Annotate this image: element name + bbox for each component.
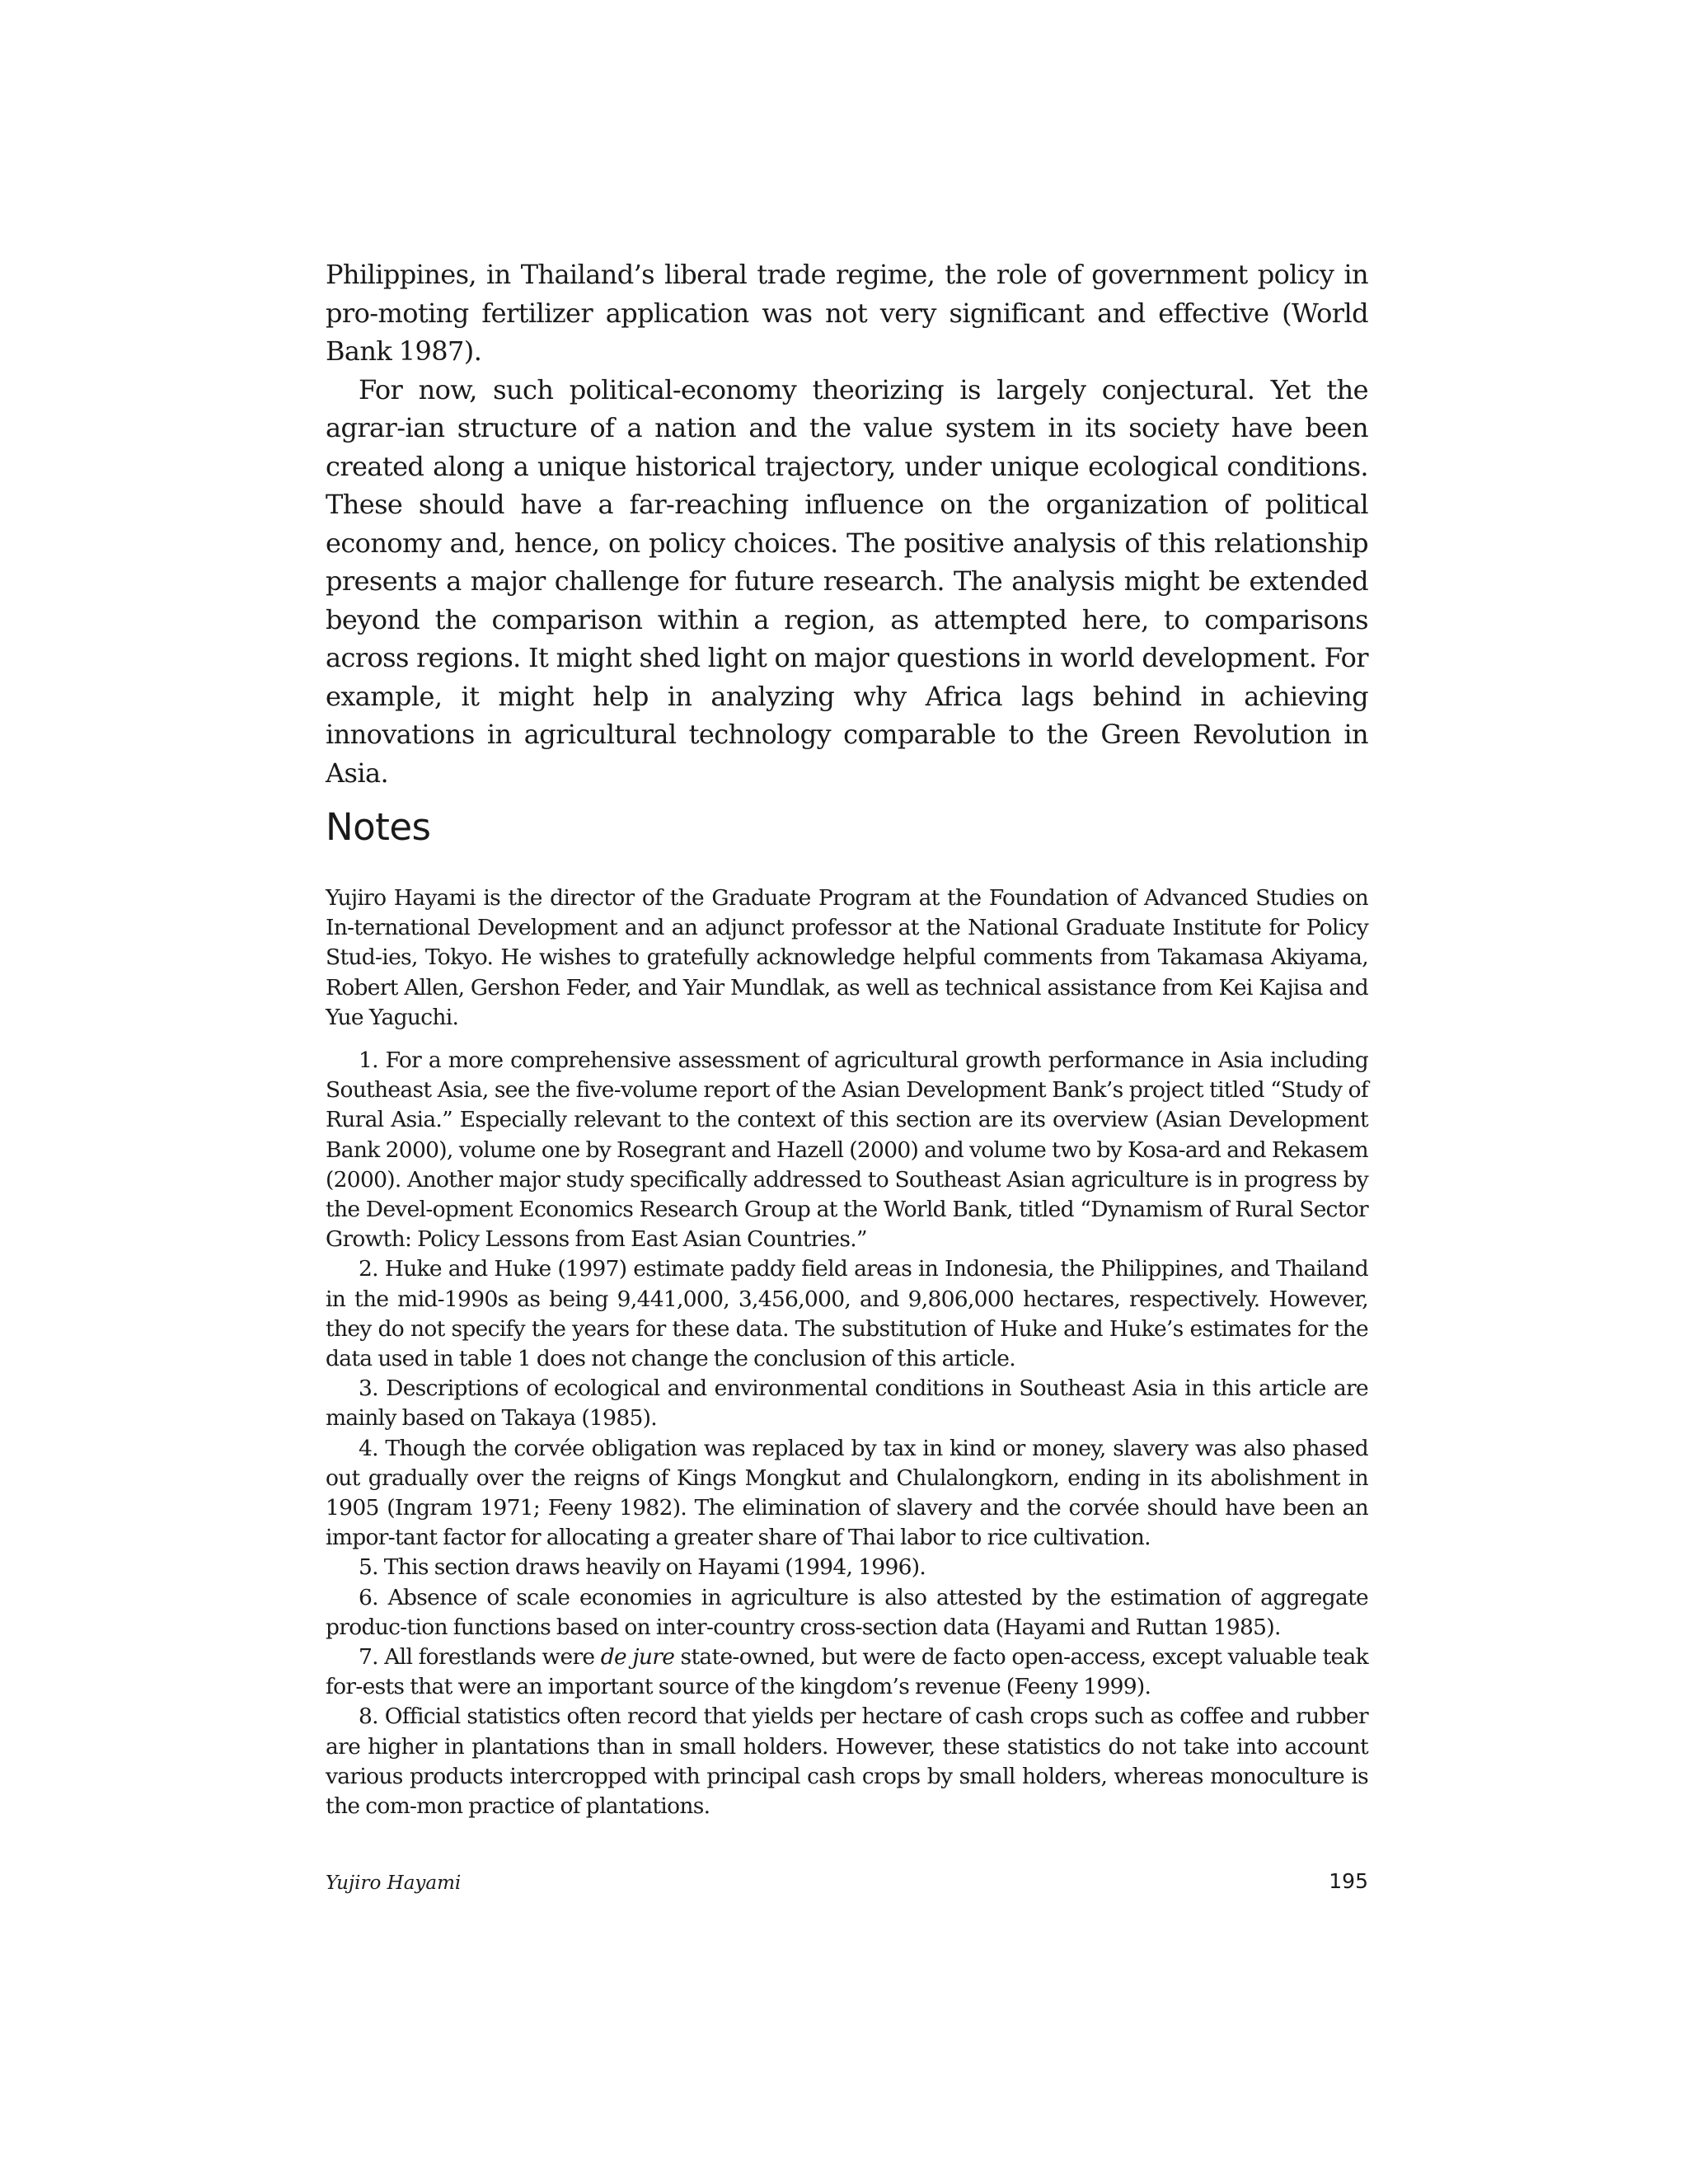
body-paragraph-1: Philippines, in Thailand’s liberal trade regime, the role of government policy in pro-moting fertilizer application was not very significant and effective (World Bank 1987). (326, 259, 1368, 367)
body-paragraph-2: For now, such political-economy theorizing is largely conjectural. Yet the agrar-ian structure of a nation and the value system in its society have been created along a unique historical trajectory, under unique ecological conditions. These should have a far-reaching influence on the organization of political economy and, hence, on policy choices. The positive analysis of this relationship presents a major challenge for future research. The analysis might be extended beyond the comparison within a region, as attempted here, to comparisons across regions. It might shed light on major questions in world development. For example, it might help in analyzing why Africa lags behind in achieving innovations in agricultural technology comparable to the Green Revolution in Asia. (326, 373, 1368, 789)
note-6: 6. Absence of scale economies in agriculture is also attested by the estimation of aggregate produc-tion functions based on inter-country cross-section data (Hayami and Ruttan 1985). (326, 1584, 1368, 1640)
footer-author: Yujiro Hayami (326, 1872, 462, 1894)
acknowledgment-note: Yujiro Hayami is the director of the Graduate Program at the Foundation of Advanced Studies on In-ternational Development and an adjunct professor at the National Graduate Institute for Policy Stud-ies, Tokyo. He wishes to gratefully acknowledge helpful comments from Takamasa Akiyama, Robert Allen, Gershon Feder, and Yair Mundlak, as well as technical assistance from Kei Kajisa and Yue Yaguchi. (326, 885, 1368, 1030)
note-7 (326, 1643, 1368, 1702)
note-7-text-start: 7. All forestlands were (359, 1644, 601, 1671)
note-3: 3. Descriptions of ecological and environmental conditions in Southeast Asia in this article are mainly based on Takaya (1985). (326, 1376, 1368, 1432)
body-text (326, 255, 1368, 792)
notes-section (326, 883, 1368, 1821)
page-number: 195 (1329, 1869, 1368, 1893)
note-2: 2. Huke and Huke (1997) estimate paddy field areas in Indonesia, the Philippines, and Thailand in the mid-1990s as being 9,441,000, 3,456,000, and 9,806,000 hectares, respectively. However, they do not specify the years for these data. The substitution of Huke and Huke’s estimates for the data used in table 1 does not change the conclusion of this article. (326, 1256, 1368, 1372)
note-1: 1. For a more comprehensive assessment of agricultural growth performance in Asia including Southeast Asia, see the five-volume report of the Asian Development Bank’s project titled “Study of Rural Asia.” Especially relevant to the context of this section are its overview (Asian Development Bank 2000), volume one by Rosegrant and Hazell (2000) and volume two by Kosa-ard and Rekasem (2000). Another major study specifically addressed to Southeast Asian agriculture is in progress by the Devel-opment Economics Research Group at the World Bank, titled “Dynamism of Rural Sector Growth: Policy Lessons from East Asian Countries.” (326, 1047, 1368, 1253)
note-4: 4. Though the corvée obligation was replaced by tax in kind or money, slavery was also phased out gradually over the reigns of Kings Mongkut and Chulalongkorn, ending in its abolishment in 1905 (Ingram 1971; Feeny 1982). The elimination of slavery and the corvée should have been an impor-tant factor for allocating a greater share of Thai labor to rice cultivation. (326, 1435, 1368, 1551)
note-7-text-end: state-owned, but were de facto open-access, except valuable teak for-ests that were an important source of the kingdom’s revenue (Feeny 1999). (326, 1644, 1368, 1700)
note-5: 5. This section draws heavily on Hayami (1994, 1996). (359, 1554, 926, 1581)
note-7-italic-term: de jure (600, 1644, 675, 1671)
notes-heading: Notes (326, 805, 431, 849)
note-8: 8. Official statistics often record that yields per hectare of cash crops such as coffee and rubber are higher in plantations than in small holders. However, these statistics do not take into account various products intercropped with principal cash crops by small holders, whereas monoculture is the com-mon practice of plantations. (326, 1704, 1368, 1820)
